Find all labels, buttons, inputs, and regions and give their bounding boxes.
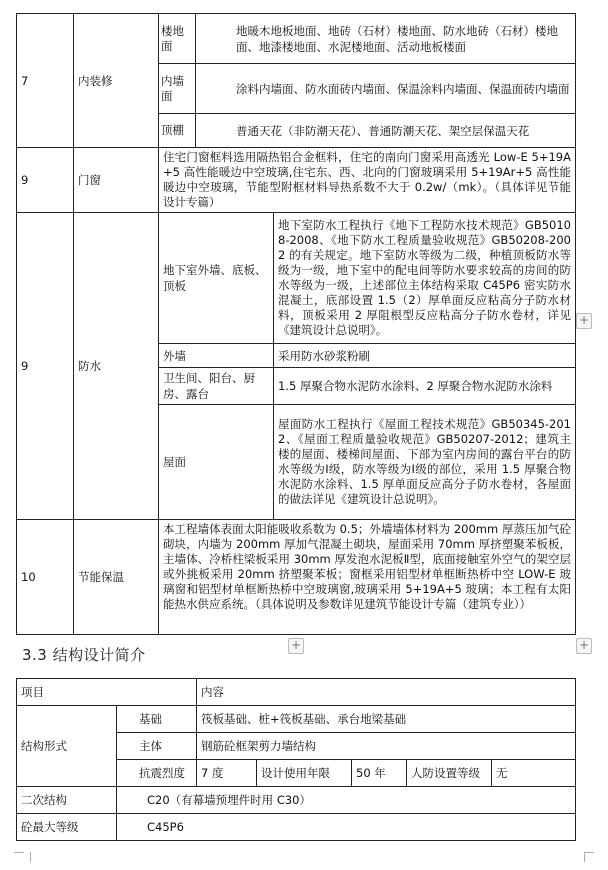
sub-content: 涂料内墙面、防水面砖内墙面、保温涂料内墙面、保温面砖内墙面 xyxy=(196,64,576,114)
sub-label: 内墙面 xyxy=(159,64,196,114)
row-title: 门窗 xyxy=(74,148,159,213)
add-row-button[interactable]: + xyxy=(288,638,304,654)
row-content: 本工程墙体表面太阳能吸收系数为 0.5；外墙墙体材料为 200mm 厚蒸压加气砼砌块，内墙为 200mm 厚加气混凝土砌块，屋面采用 70mm 厚挤塑聚苯板板，主墙体、冷桥柱梁板采用 30mm 厚发泡水泥板Ⅱ型，底面接触室外空气的架空层或外挑板采用 20mm 挤塑聚苯板；窗框采用铝型材单框断热桥中空 LOW-E 玻璃窗和铝型材单框断热桥中空玻璃窗,玻璃采用 5+19A+5 玻璃；本工程有太阳能热水供应系统。（具体说明及参数详见建筑节能设计专篇（建筑专业）） xyxy=(159,520,576,635)
secondary-label: 二次结构 xyxy=(17,787,117,814)
page-corner-mark xyxy=(22,852,31,862)
life-label: 设计使用年限 xyxy=(257,760,352,787)
table-row xyxy=(17,14,576,64)
table-row xyxy=(17,213,576,344)
sub-label: 卫生间、阳台、厨房、露台 xyxy=(159,368,274,405)
concrete-value: C45P6 xyxy=(117,814,576,841)
row-title: 防水 xyxy=(74,213,159,520)
sub-content: 地暖木地板地面、地砖（石材）楼地面、防水地砖（石材）楼地面、地漆楼地面、水泥楼地面、活动地板楼面 xyxy=(196,14,576,64)
row-number: 9 xyxy=(17,213,74,520)
table-row xyxy=(17,814,576,841)
main-label: 主体 xyxy=(117,733,197,760)
section-heading: 3.3 结构设计简介 xyxy=(22,646,146,664)
row-number: 9 xyxy=(17,148,74,213)
row-content: 住宅门窗框料选用隔热铝合金框料，住宅的南向门窗采用高透光 Low-E 5+19A+5 高性能暖边中空玻璃,住宅东、西、北向的门窗玻璃采用 5+19Ar+5 高性能暖边中空玻璃，节能型附框材料导热系数不大于 0.2w/（mk）。（具体详见节能设计专篇） xyxy=(159,148,576,213)
main-value: 钢筋砼框架剪力墙结构 xyxy=(197,733,576,760)
structure-form-label: 结构形式 xyxy=(17,706,117,787)
table-row xyxy=(17,679,576,706)
seismic-value: 7 度 xyxy=(197,760,257,787)
sub-content: 普通天花（非防潮天花）、普通防潮天花、架空层保温天花 xyxy=(196,114,576,148)
row-number: 10 xyxy=(17,520,74,635)
structure-design-table xyxy=(16,678,576,841)
foundation-label: 基础 xyxy=(117,706,197,733)
table-row xyxy=(17,706,576,733)
sub-label: 屋面 xyxy=(159,405,274,520)
sub-label: 外墙 xyxy=(159,344,274,368)
add-column-button[interactable]: + xyxy=(576,313,592,329)
defense-value: 无 xyxy=(492,760,576,787)
table-row xyxy=(17,148,576,213)
row-title: 内装修 xyxy=(74,14,159,148)
defense-label: 人防设置等级 xyxy=(407,760,492,787)
foundation-value: 筏板基础、桩+筏板基础、承台地梁基础 xyxy=(197,706,576,733)
row-number: 7 xyxy=(17,14,74,148)
sub-label: 楼地面 xyxy=(159,14,196,64)
add-column-button-2[interactable]: + xyxy=(576,638,592,654)
row-title: 节能保温 xyxy=(74,520,159,635)
table-row xyxy=(17,787,576,814)
sub-label: 顶棚 xyxy=(159,114,196,148)
building-spec-table xyxy=(16,13,576,635)
seismic-label: 抗震烈度 xyxy=(117,760,197,787)
sub-content: 1.5 厚聚合物水泥防水涂料、2 厚聚合物水泥防水涂料 xyxy=(274,368,576,405)
sub-content: 屋面防水工程执行《屋面工程技术规范》GB50345-2012、《屋面工程质量验收规范》GB50207-2012；建筑主楼的屋面、楼梯间屋面、下部为室内房间的露台平台的防水等级为Ⅰ级，防水等级为Ⅰ级的部位，采用 1.5 厚聚合物水泥防水涂料、1.5 厚单面反应高分子防水卷材，各屋面的做法详见《建筑设计总说明》。 xyxy=(274,405,576,520)
header-content: 内容 xyxy=(197,679,576,706)
life-value: 50 年 xyxy=(352,760,407,787)
header-item: 项目 xyxy=(17,679,197,706)
sub-content: 采用防水砂浆粉刷 xyxy=(274,344,576,368)
concrete-label: 砼最大等级 xyxy=(17,814,117,841)
sub-content: 地下室防水工程执行《地下工程防水技术规范》GB50108-2008、《地下防水工程质量验收规范》GB50208-2002 的有关规定。地下室防水等级为二级，种植顶板防水等级为一级，地下室中的配电间等防水要求较高的房间的防水等级为一级，上述部位主体结构采取 C45P6 密实防水混凝土，底部设置 1.5（2）厚单面反应粘高分子防水材料，顶板采用 2 厚阻根型反应粘高分子防水卷材，详见《建筑设计总说明》。 xyxy=(274,213,576,344)
table-row xyxy=(17,520,576,635)
page-corner-mark xyxy=(584,852,593,862)
sub-label: 地下室外墙、底板、顶板 xyxy=(159,213,274,344)
secondary-value: C20（有幕墙预埋件时用 C30） xyxy=(117,787,576,814)
